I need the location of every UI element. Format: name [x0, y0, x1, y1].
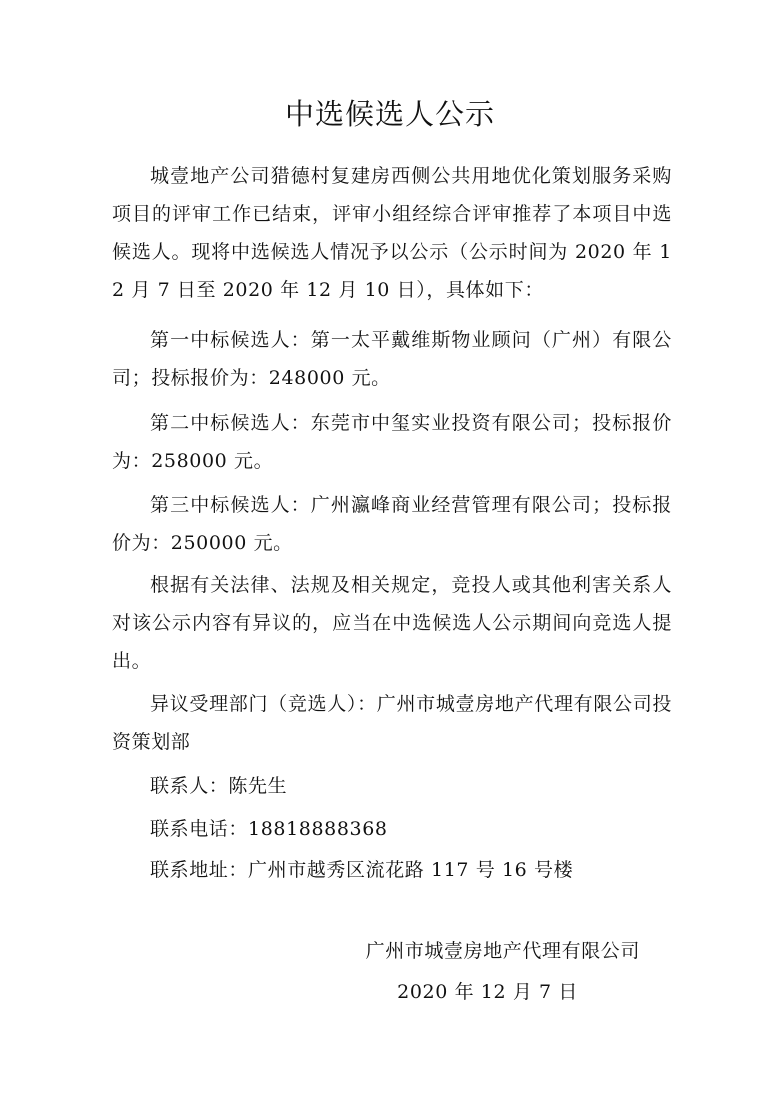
candidate-second: 第二中标候选人：东莞市中玺实业投资有限公司；投标报价为：258000 元。: [112, 412, 672, 472]
candidate-third: 第三中标候选人：广州瀛峰商业经营管理有限公司；投标报价为：250000 元。: [112, 494, 672, 554]
law-notice-paragraph: 根据有关法律、法规及相关规定，竞投人或其他利害关系人对该公示内容有异议的，应当在中选候选人公示期间向竞选人提出。: [112, 574, 672, 672]
intro-paragraph: 城壹地产公司猎德村复建房西侧公共用地优化策划服务采购项目的评审工作已结束，评审小组经综合评审推荐了本项目中选候选人。现将中选候选人情况予以公示（公示时间为 2020 年 12 月 7 日至 2020 年 12 月 10 日），具体如下：: [112, 165, 672, 301]
contact-phone: 联系电话：18818888368: [150, 818, 388, 840]
page-title: 中选候选人公示: [284, 97, 495, 131]
objection-department: 异议受理部门（竞选人）：广州市城壹房地产代理有限公司投资策划部: [112, 693, 672, 753]
contact-person: 联系人：陈先生: [150, 775, 288, 797]
signature-company: 广州市城壹房地产代理有限公司: [365, 940, 640, 962]
signature-date: 2020 年 12 月 7 日: [397, 981, 578, 1003]
candidate-first: 第一中标候选人：第一太平戴维斯物业顾问（广州）有限公司；投标报价为：248000 元。: [112, 329, 672, 389]
contact-address: 联系地址：广州市越秀区流花路 117 号 16 号楼: [150, 859, 574, 881]
